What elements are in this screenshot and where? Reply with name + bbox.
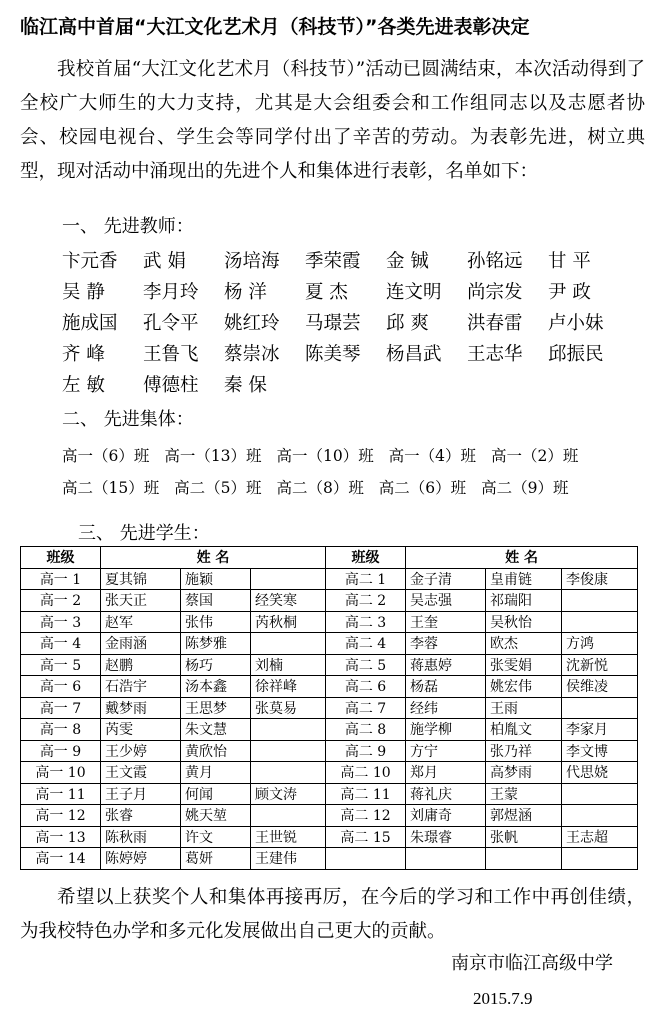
student-name-cell: 刘庸奇 [406, 805, 486, 827]
student-name-cell: 代思娆 [562, 762, 638, 784]
student-name-cell: 欧杰 [486, 633, 562, 655]
student-name-cell: 王志超 [562, 826, 638, 848]
student-name-cell: 金子清 [406, 568, 486, 590]
student-name-cell [251, 740, 326, 762]
student-name-cell: 徐祥峰 [251, 676, 326, 698]
student-name-cell: 王少婷 [101, 740, 181, 762]
collective-class: 高一（4）班 [388, 447, 477, 465]
student-name-cell: 王文霞 [101, 762, 181, 784]
class-cell: 高一 7 [21, 697, 101, 719]
class-cell: 高二 15 [326, 826, 406, 848]
class-cell: 高二 3 [326, 611, 406, 633]
student-name-cell: 杨巧 [181, 654, 251, 676]
student-name-cell: 王奎 [406, 611, 486, 633]
teacher-name: 秦 保 [224, 375, 267, 396]
teacher-name: 尹 政 [548, 282, 591, 303]
document-date: 2015.7.9 [473, 989, 533, 1008]
teacher-name: 王鲁飞 [143, 344, 199, 365]
teacher-name: 吴 静 [62, 282, 105, 303]
student-name-cell: 吴秋怡 [486, 611, 562, 633]
student-name-cell: 皇甫链 [486, 568, 562, 590]
student-name-cell: 张乃祥 [486, 740, 562, 762]
class-cell: 高二 6 [326, 676, 406, 698]
student-name-cell: 李文博 [562, 740, 638, 762]
student-name-cell: 戴梦雨 [101, 697, 181, 719]
teacher-name: 孙铭远 [467, 251, 523, 272]
student-name-cell [251, 568, 326, 590]
teacher-name: 傅德柱 [143, 375, 199, 396]
student-name-cell: 方宁 [406, 740, 486, 762]
student-name-cell: 沈新悦 [562, 654, 638, 676]
document-title: 临江高中首届“大江文化艺术月（科技节）”各类先进表彰决定 [20, 16, 530, 38]
class-cell: 高一 3 [21, 611, 101, 633]
teacher-name: 尚宗发 [467, 282, 523, 303]
student-name-cell: 祁瑞阳 [486, 590, 562, 612]
student-name-cell: 王雨 [486, 697, 562, 719]
student-name-cell: 经笑寒 [251, 590, 326, 612]
student-name-cell: 姚天堃 [181, 805, 251, 827]
collectives-heading: 二、 先进集体： [62, 409, 194, 430]
student-name-cell: 杨磊 [406, 676, 486, 698]
teachers-heading: 一、 先进教师： [62, 216, 194, 237]
student-name-cell: 施学柳 [406, 719, 486, 741]
student-name-cell [562, 611, 638, 633]
closing-paragraph: 希望以上获奖个人和集体再接再厉，在今后的学习和工作中再创佳绩，为我校特色办学和多元化发展做出自己更大的贡献。 [20, 887, 645, 942]
collective-row [62, 472, 642, 504]
student-name-cell: 蔡国 [181, 590, 251, 612]
student-name-cell: 王世锐 [251, 826, 326, 848]
class-cell: 高一 2 [21, 590, 101, 612]
table-row [21, 848, 638, 870]
header-class: 班级 [21, 547, 101, 569]
student-name-cell: 张伟 [181, 611, 251, 633]
teacher-name: 季荣霞 [305, 251, 361, 272]
table-row [21, 762, 638, 784]
student-name-cell [251, 719, 326, 741]
student-name-cell: 张雯娟 [486, 654, 562, 676]
student-name-cell: 夏其锦 [101, 568, 181, 590]
teacher-name: 孔令平 [143, 313, 199, 334]
teacher-name: 杨 洋 [224, 282, 267, 303]
table-row [21, 740, 638, 762]
class-cell: 高二 11 [326, 783, 406, 805]
student-name-cell: 汤本鑫 [181, 676, 251, 698]
header-class: 班级 [326, 547, 406, 569]
student-name-cell: 吴志强 [406, 590, 486, 612]
teacher-name: 马璟芸 [305, 313, 361, 334]
student-name-cell: 陈秋雨 [101, 826, 181, 848]
student-name-cell: 郭煜涵 [486, 805, 562, 827]
student-name-cell [562, 783, 638, 805]
class-cell: 高一 13 [21, 826, 101, 848]
student-name-cell: 姚宏伟 [486, 676, 562, 698]
class-cell: 高二 8 [326, 719, 406, 741]
signature-school: 南京市临江高级中学 [451, 953, 613, 974]
student-name-cell: 芮雯 [101, 719, 181, 741]
collective-row [62, 440, 642, 472]
teacher-row [62, 339, 652, 370]
class-cell: 高二 12 [326, 805, 406, 827]
class-cell: 高一 12 [21, 805, 101, 827]
student-name-cell: 朱文慧 [181, 719, 251, 741]
teacher-name: 陈美琴 [305, 344, 361, 365]
class-cell: 高一 11 [21, 783, 101, 805]
teacher-name: 施成国 [62, 313, 118, 334]
student-name-cell: 李家月 [562, 719, 638, 741]
student-name-cell: 经纬 [406, 697, 486, 719]
student-name-cell [562, 805, 638, 827]
student-name-cell [251, 805, 326, 827]
student-name-cell: 顾文涛 [251, 783, 326, 805]
student-name-cell: 蒋礼庆 [406, 783, 486, 805]
table-row [21, 697, 638, 719]
collective-class: 高二（5）班 [174, 479, 262, 497]
header-name: 姓 名 [406, 547, 638, 569]
collectives-list [62, 440, 642, 504]
table-row [21, 805, 638, 827]
class-cell: 高二 1 [326, 568, 406, 590]
class-cell: 高一 9 [21, 740, 101, 762]
student-name-cell: 张天正 [101, 590, 181, 612]
class-cell [326, 848, 406, 870]
student-name-cell: 高梦雨 [486, 762, 562, 784]
class-cell: 高一 14 [21, 848, 101, 870]
student-name-cell [251, 762, 326, 784]
teacher-name: 甘 平 [548, 251, 591, 272]
student-name-cell: 李俊康 [562, 568, 638, 590]
table-header-row [21, 547, 638, 569]
student-name-cell: 王建伟 [251, 848, 326, 870]
teacher-name: 邱振民 [548, 344, 604, 365]
table-row [21, 826, 638, 848]
teacher-name: 邱 爽 [386, 313, 429, 334]
student-name-cell: 侯维凌 [562, 676, 638, 698]
collective-class: 高一（10）班 [276, 447, 374, 465]
teacher-name: 齐 峰 [62, 344, 105, 365]
student-name-cell: 赵军 [101, 611, 181, 633]
class-cell: 高一 4 [21, 633, 101, 655]
student-name-cell: 方鸿 [562, 633, 638, 655]
teacher-row [62, 370, 652, 401]
teacher-row [62, 308, 652, 339]
collective-class: 高二（6）班 [378, 479, 467, 497]
class-cell: 高二 5 [326, 654, 406, 676]
collective-class: 高一（6）班 [62, 447, 150, 465]
table-row [21, 611, 638, 633]
teacher-row [62, 277, 652, 308]
table-row [21, 654, 638, 676]
student-name-cell: 芮秋桐 [251, 611, 326, 633]
student-name-cell: 张睿 [101, 805, 181, 827]
student-name-cell [251, 633, 326, 655]
header-name: 姓 名 [101, 547, 326, 569]
student-name-cell: 张帆 [486, 826, 562, 848]
student-name-cell: 李蓉 [406, 633, 486, 655]
teacher-name: 王志华 [467, 344, 523, 365]
student-name-cell: 何闻 [181, 783, 251, 805]
student-name-cell: 王蒙 [486, 783, 562, 805]
collective-class: 高二（9）班 [481, 479, 569, 497]
teacher-name: 金 铖 [386, 251, 429, 272]
student-name-cell: 施颖 [181, 568, 251, 590]
class-cell: 高二 10 [326, 762, 406, 784]
students-heading: 三、 先进学生： [78, 523, 210, 544]
class-cell: 高一 1 [21, 568, 101, 590]
teacher-name: 夏 杰 [305, 282, 348, 303]
teacher-name: 左 敏 [62, 375, 105, 396]
teacher-name: 卞元香 [62, 251, 118, 272]
collective-class: 高二（8）班 [276, 479, 364, 497]
student-name-cell: 王子月 [101, 783, 181, 805]
class-cell: 高二 2 [326, 590, 406, 612]
teachers-list [62, 246, 652, 401]
table-row [21, 719, 638, 741]
student-name-cell: 黄月 [181, 762, 251, 784]
class-cell: 高一 6 [21, 676, 101, 698]
class-cell: 高二 9 [326, 740, 406, 762]
student-name-cell: 张莫易 [251, 697, 326, 719]
teacher-name: 连文明 [386, 282, 442, 303]
collective-class: 高一（2）班 [490, 447, 579, 465]
class-cell: 高一 10 [21, 762, 101, 784]
class-cell: 高一 5 [21, 654, 101, 676]
student-name-cell: 石浩宇 [101, 676, 181, 698]
student-name-cell: 许文 [181, 826, 251, 848]
class-cell: 高二 4 [326, 633, 406, 655]
student-name-cell: 赵鹏 [101, 654, 181, 676]
student-name-cell: 黄欣怡 [181, 740, 251, 762]
student-name-cell: 刘楠 [251, 654, 326, 676]
collective-class: 高二（15）班 [62, 479, 160, 497]
teacher-name: 蔡崇冰 [224, 344, 280, 365]
teacher-row [62, 246, 652, 277]
student-name-cell: 金雨涵 [101, 633, 181, 655]
teacher-name: 卢小妹 [548, 313, 604, 334]
student-name-cell: 郑月 [406, 762, 486, 784]
collective-class: 高一（13）班 [164, 447, 262, 465]
class-cell: 高一 8 [21, 719, 101, 741]
student-name-cell [562, 848, 638, 870]
teacher-name: 杨昌武 [386, 344, 442, 365]
student-name-cell [406, 848, 486, 870]
student-name-cell: 蒋惠婷 [406, 654, 486, 676]
student-name-cell: 陈婷婷 [101, 848, 181, 870]
student-name-cell [562, 590, 638, 612]
teacher-name: 李月玲 [143, 282, 199, 303]
student-name-cell: 葛妍 [181, 848, 251, 870]
intro-paragraph: 我校首届“大江文化艺术月（科技节）”活动已圆满结束，本次活动得到了全校广大师生的大力支持，尤其是大会组委会和工作组同志以及志愿者协会、校园电视台、学生会等同学付出了辛苦的劳动。为表彰先进，树立典型，现对活动中涌现出的先进个人和集体进行表彰，名单如下： [20, 59, 645, 182]
student-name-cell: 柏胤文 [486, 719, 562, 741]
table-row [21, 590, 638, 612]
table-row [21, 676, 638, 698]
student-name-cell: 陈梦雅 [181, 633, 251, 655]
student-name-cell: 朱璟睿 [406, 826, 486, 848]
teacher-name: 姚红玲 [224, 313, 280, 334]
teacher-name: 洪春雷 [467, 313, 523, 334]
table-row [21, 633, 638, 655]
teacher-name: 汤培海 [224, 251, 280, 272]
student-name-cell [562, 697, 638, 719]
student-name-cell [486, 848, 562, 870]
teacher-name: 武 娟 [143, 251, 186, 272]
table-row [21, 783, 638, 805]
student-name-cell: 王思梦 [181, 697, 251, 719]
class-cell: 高二 7 [326, 697, 406, 719]
table-row [21, 568, 638, 590]
students-table [20, 546, 638, 870]
